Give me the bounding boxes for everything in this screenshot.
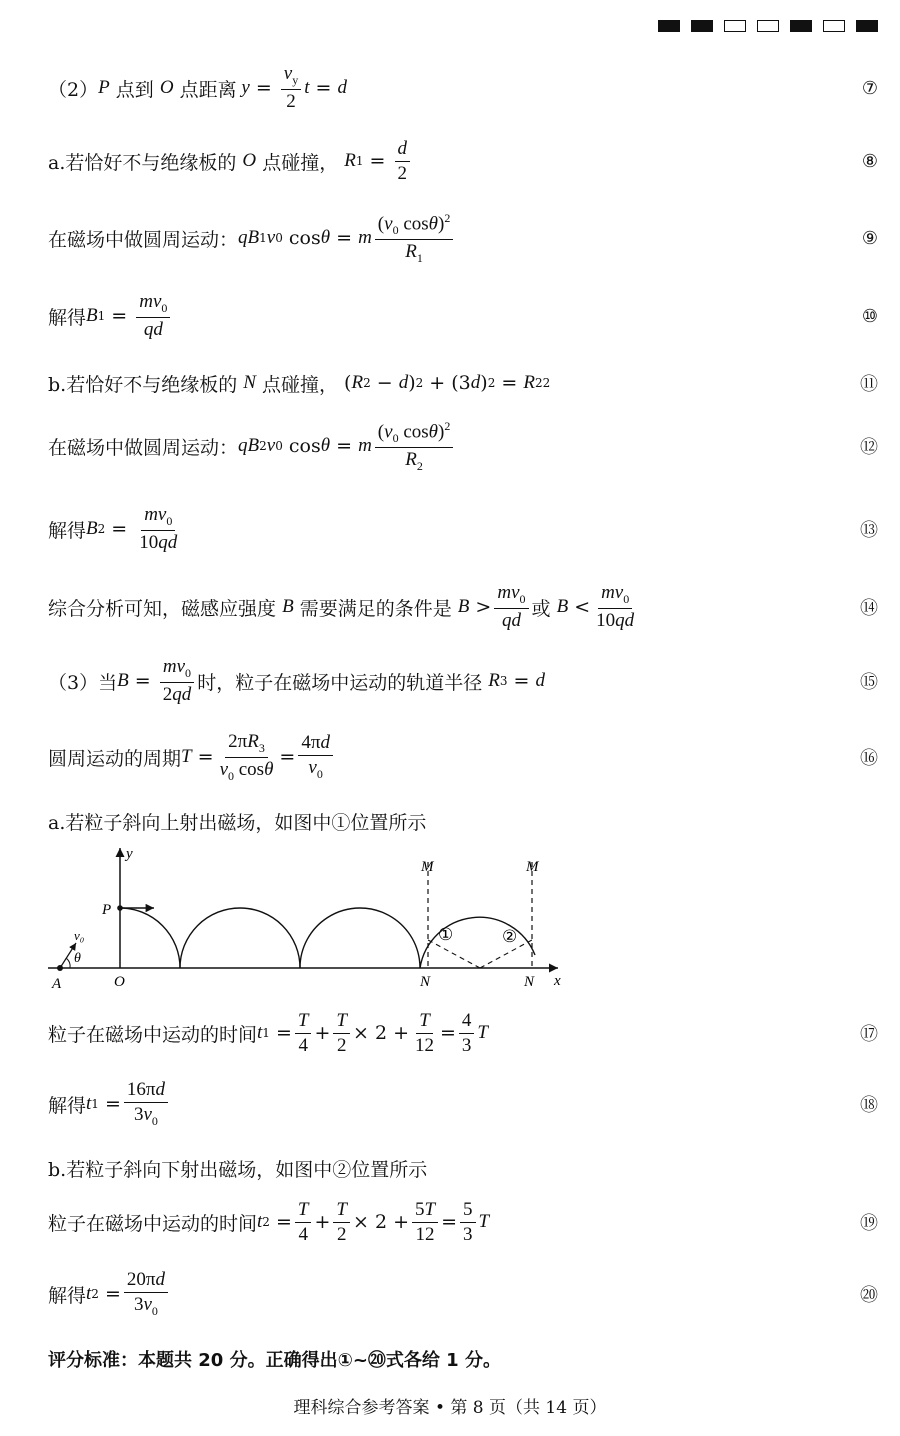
equation-line-8: a.若恰好不与绝缘板的 O 点碰撞， R 1 = $\frac{d}{2}$ ⑧ <box>48 137 878 184</box>
equation-line-11: b.若恰好不与绝缘板的 N 点碰撞， ( R 2 − d ) 2 + (3 d ) 2 = R 2 2 ⑪ <box>48 368 878 398</box>
text-segment: 圆周运动的周期 <box>48 747 182 770</box>
equation-number: ⑳ <box>860 1285 878 1306</box>
marker-empty <box>724 20 746 32</box>
label-p: P <box>102 902 112 918</box>
text-segment: 粒子在磁场中运动的时间 <box>48 1212 258 1235</box>
label-n1: N <box>420 974 431 990</box>
equation-line-18: 解得 t 1 = $\frac{16\pi d}{3v_0}$ ⑱ <box>48 1079 878 1128</box>
equation-line-7: （2） P 点到 O 点距离 y = $\frac{v_y}{2}$ t = d ⑦ <box>48 63 878 112</box>
quarter-arc <box>120 908 180 968</box>
page-footer: 理科综合参考答案 • 第 8 页（共 14 页） <box>293 1398 607 1418</box>
page-marker-strip <box>658 20 878 32</box>
grading-note <box>48 1346 878 1372</box>
text-segment: 解得 <box>48 1094 87 1117</box>
equation-number: ⑮ <box>860 672 878 693</box>
equation-line-13: 解得 B 2 = $\frac{mv_0}{10qd}$ ⑬ <box>48 504 878 553</box>
part-label: （2） <box>48 78 99 101</box>
equation-number: ⑰ <box>860 1024 878 1045</box>
text-segment: 点碰撞， <box>262 151 339 174</box>
equation-line-12: 在磁场中做圆周运动： qB 2 v 0 cos θ = m $\frac{(v_0 \cos\theta)^2}{R_2}$ ⑫ <box>48 418 878 473</box>
equation-number: ⑫ <box>860 437 878 458</box>
equation-line-10: 解得 B 1 = $\frac{mv_0}{qd}$ ⑩ <box>48 291 878 340</box>
radius-line <box>428 940 480 968</box>
equation-number: ⑯ <box>860 748 878 769</box>
text-segment: b.若恰好不与绝缘板的 <box>48 373 238 396</box>
label-n2: N <box>524 974 535 990</box>
equation-number: ⑪ <box>860 374 878 395</box>
equation-number: ⑬ <box>860 520 878 541</box>
text-segment: a.若粒子斜向上射出磁场，如图中①位置所示 <box>48 811 427 834</box>
text-segment: a.若恰好不与绝缘板的 <box>48 151 237 174</box>
text-segment: 点到 <box>115 78 154 101</box>
equation-number: ⑩ <box>861 305 878 327</box>
text-segment: （3）当 <box>48 671 118 694</box>
equation-number: ⑧ <box>861 150 878 172</box>
semicircle-arc <box>180 908 300 968</box>
text-segment: 综合分析可知，磁感应强度 <box>48 597 277 620</box>
equation-line-14: 综合分析可知，磁感应强度 B 需要满足的条件是 B > $\frac{mv_0}{qd}$ 或 B < $\frac{mv_0}{10qd}$ ⑭ <box>48 582 878 631</box>
text-segment: 需要满足的条件是 <box>299 597 452 620</box>
text-segment: 解得 <box>48 1284 87 1307</box>
label-m2: M <box>526 859 539 875</box>
text-segment: 点距离 <box>179 78 237 101</box>
case-a-heading <box>48 808 878 834</box>
label-theta: θ <box>74 951 81 966</box>
case-b-heading <box>48 1155 878 1181</box>
text-segment: 或 <box>531 597 551 620</box>
label-position-2: ② <box>502 927 518 946</box>
equation-number: ⑦ <box>861 77 878 99</box>
marker-empty <box>757 20 779 32</box>
label-a: A <box>52 976 62 992</box>
semicircle-arc <box>300 908 420 968</box>
text-segment: 解得 <box>48 306 87 329</box>
equation-line-15: （3）当 B = $\frac{mv_0}{2qd}$ 时，粒子在磁场中运动的轨道半径 R 3 = d ⑮ <box>48 656 878 705</box>
text-segment: 在磁场中做圆周运动： <box>48 228 239 251</box>
label-o: O <box>114 974 125 990</box>
marker-empty <box>823 20 845 32</box>
equation-number: ⑲ <box>860 1213 878 1234</box>
text-segment: b.若粒子斜向下射出磁场，如图中②位置所示 <box>48 1158 428 1181</box>
equation-number: ⑭ <box>860 598 878 619</box>
text-segment: 点碰撞， <box>261 373 338 396</box>
text-segment: 在磁场中做圆周运动： <box>48 436 239 459</box>
label-position-1: ① <box>438 925 454 944</box>
text-segment: 时，粒子在磁场中运动的轨道半径 <box>197 671 483 694</box>
trajectory-diagram <box>40 840 580 995</box>
text-segment: 解得 <box>48 519 87 542</box>
text-segment: 粒子在磁场中运动的时间 <box>48 1023 258 1046</box>
text-segment: 评分标准：本题共 20 分。正确得出①~⑳式各给 1 分。 <box>48 1350 501 1371</box>
equation-line-19: 粒子在磁场中运动的时间 t 2 = $\frac{T}{4}$ + $\frac{T}{2}$ × 2 + $\frac{5T}{12}$ = $\frac{5}{3}$ T ⑲ <box>48 1198 878 1245</box>
marker-filled <box>658 20 680 32</box>
label-x: x <box>554 973 561 989</box>
equation-line-20: 解得 t 2 = $\frac{20\pi d}{3v_0}$ ⑳ <box>48 1269 878 1318</box>
equation-number: ⑨ <box>861 227 878 249</box>
marker-filled <box>691 20 713 32</box>
equation-line-17: 粒子在磁场中运动的时间 t 1 = $\frac{T}{4}$ + $\frac{T}{2}$ × 2 + $\frac{T}{12}$ = $\frac{4}{3}$ T ⑰ <box>48 1009 878 1056</box>
label-m1: M <box>421 859 434 875</box>
angle-arc <box>66 958 70 968</box>
marker-filled <box>790 20 812 32</box>
marker-filled <box>856 20 878 32</box>
equation-number: ⑱ <box>860 1095 878 1116</box>
label-v0: v₀ <box>74 928 85 943</box>
equation-line-16: 圆周运动的周期 T = $\frac{2\pi R_3}{v_0 \cos\theta}$ = $\frac{4\pi d}{v_0}$ ⑯ <box>48 730 878 783</box>
equation-line-9: 在磁场中做圆周运动： qB 1 v 0 cos θ = m $\frac{(v_0 \cos\theta)^2}{R_1}$ ⑨ <box>48 210 878 265</box>
label-y: y <box>126 846 133 862</box>
